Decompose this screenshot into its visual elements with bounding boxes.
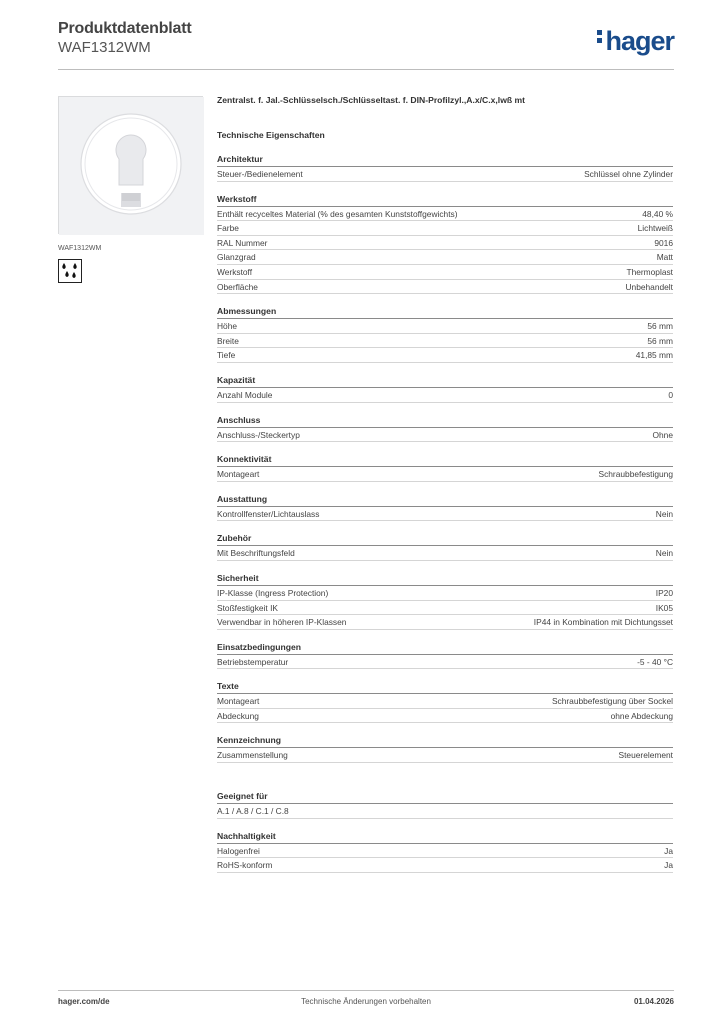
property-row [217, 280, 673, 295]
section-title: Ausstattung [217, 494, 673, 507]
property-section [217, 642, 673, 670]
section-title: Sicherheit [217, 573, 673, 586]
property-value: 9016 [654, 237, 673, 248]
property-value: Ohne [652, 429, 673, 440]
section-title: Geeignet für [217, 791, 673, 804]
property-label: Montageart [217, 469, 260, 480]
property-section [217, 735, 673, 763]
property-section [217, 681, 673, 723]
property-row [217, 655, 673, 670]
property-label: Oberfläche [217, 281, 258, 292]
property-label: Kontrollfenster/Lichtauslass [217, 508, 320, 519]
property-row [217, 250, 673, 265]
property-value: Schlüssel ohne Zylinder [584, 169, 673, 179]
section-title: Konnektivität [217, 454, 673, 467]
property-section [217, 306, 673, 363]
property-row [217, 709, 673, 724]
header-divider [58, 69, 674, 70]
property-label: Breite [217, 335, 239, 346]
property-label: Stoßfestigkeit IK [217, 602, 278, 613]
property-row [217, 804, 673, 819]
property-label: Betriebstemperatur [217, 656, 289, 667]
property-label: Höhe [217, 321, 238, 332]
property-value: 56 mm [647, 321, 673, 332]
product-details [217, 95, 673, 873]
section-title: Anschluss [217, 415, 673, 428]
logo-text: hager [605, 26, 674, 56]
product-image [58, 96, 203, 234]
property-row [217, 348, 673, 363]
technical-properties-heading: Technische Eigenschaften [217, 130, 325, 140]
section-title: Abmessungen [217, 306, 673, 319]
property-value: Steuerelement [618, 750, 673, 761]
section-title: Einsatzbedingungen [217, 642, 673, 655]
property-section [217, 573, 673, 630]
section-title: Texte [217, 681, 673, 694]
property-row [217, 207, 673, 222]
property-label: Glanzgrad [217, 252, 256, 263]
property-value: Nein [655, 548, 673, 559]
property-label: Halogenfrei [217, 845, 260, 856]
property-label: A.1 / A.8 / C.1 / C.8 [217, 806, 289, 817]
property-row [217, 601, 673, 616]
section-title: Zubehör [217, 533, 673, 546]
property-value: -5 - 40 °C [637, 656, 673, 667]
property-row [217, 167, 673, 182]
property-section [217, 154, 673, 182]
property-row [217, 236, 673, 251]
property-section [217, 415, 673, 443]
property-value: Schraubbefestigung [598, 469, 673, 480]
image-caption: WAF1312WM [58, 245, 102, 252]
property-row [217, 221, 673, 236]
product-description: Zentralst. f. Jal.-Schlüsselsch./Schlüsseltast. f. DIN-Profilzyl.,A.x/C.x,lwß mt [217, 95, 526, 105]
product-media [58, 96, 203, 283]
section-title: Kennzeichnung [217, 735, 673, 748]
section-title: Werkstoff [217, 194, 673, 207]
property-section [217, 533, 673, 561]
water-drops-icon [58, 259, 82, 283]
property-sections [217, 154, 673, 873]
property-value: 0 [668, 389, 673, 400]
property-section [217, 791, 673, 819]
property-section [217, 494, 673, 522]
property-value: Unbehandelt [625, 281, 673, 292]
property-value: Nein [655, 508, 673, 519]
property-row [217, 428, 673, 443]
property-label: RAL Nummer [217, 237, 268, 248]
property-row [217, 319, 673, 334]
property-row [217, 844, 673, 859]
property-section [217, 194, 673, 295]
hager-logo[interactable] [597, 26, 674, 57]
property-value: Matt [656, 252, 673, 263]
property-label: Enthält recyceltes Material (% des gesamten Kunststoffgewichts) [217, 208, 458, 219]
property-label: Mit Beschriftungsfeld [217, 548, 295, 559]
property-row [217, 507, 673, 522]
property-value: 41,85 mm [635, 350, 673, 361]
property-value: 48,40 % [642, 208, 673, 219]
property-label: Farbe [217, 223, 239, 234]
property-row [217, 467, 673, 482]
page-header [58, 20, 674, 70]
property-label: Tiefe [217, 350, 236, 361]
product-number: WAF1312WM [58, 39, 151, 56]
property-value: 56 mm [647, 335, 673, 346]
footer-date: 01.04.2026 [633, 997, 674, 1006]
property-label: Steuer-/Bedienelement [217, 169, 303, 179]
property-row [217, 388, 673, 403]
section-title: Kapazität [217, 375, 673, 388]
property-row [217, 586, 673, 601]
property-label: Verwendbar in höheren IP-Klassen [217, 617, 347, 628]
property-row [217, 748, 673, 763]
property-value: Lichtweiß [637, 223, 673, 234]
property-section [217, 831, 673, 873]
property-label: Abdeckung [217, 710, 259, 721]
property-label: Montageart [217, 696, 260, 707]
property-value: IK05 [655, 602, 673, 613]
property-row [217, 265, 673, 280]
property-value: IP44 in Kombination mit Dichtungsset [533, 617, 673, 628]
property-value: Ja [664, 860, 673, 871]
footer-divider [58, 990, 674, 991]
property-label: Zusammenstellung [217, 750, 288, 761]
property-section [217, 375, 673, 403]
footer-disclaimer: Technische Änderungen vorbehalten [301, 997, 431, 1006]
property-section [217, 454, 673, 482]
property-row [217, 334, 673, 349]
property-row [217, 615, 673, 630]
property-label: IP-Klasse (Ingress Protection) [217, 587, 329, 598]
property-label: Anschluss-/Steckertyp [217, 429, 300, 440]
property-label: Anzahl Module [217, 389, 273, 400]
logo-dots-icon [597, 30, 602, 46]
section-title: Nachhaltigkeit [217, 831, 673, 844]
property-value: Schraubbefestigung über Sockel [551, 696, 673, 707]
footer-website-link[interactable]: hager.com/de [58, 997, 110, 1006]
property-value: IP20 [655, 587, 673, 598]
property-label: RoHS-konform [217, 860, 273, 871]
key-switch-cover-icon [59, 97, 204, 235]
property-row [217, 858, 673, 873]
property-row [217, 546, 673, 561]
property-value: Ja [664, 845, 673, 856]
property-value: ohne Abdeckung [610, 710, 673, 721]
property-value: Thermoplast [626, 266, 673, 277]
document-title: Produktdatenblatt [58, 20, 192, 37]
property-row [217, 694, 673, 709]
section-title: Architektur [217, 154, 673, 167]
property-label: Werkstoff [217, 266, 253, 277]
